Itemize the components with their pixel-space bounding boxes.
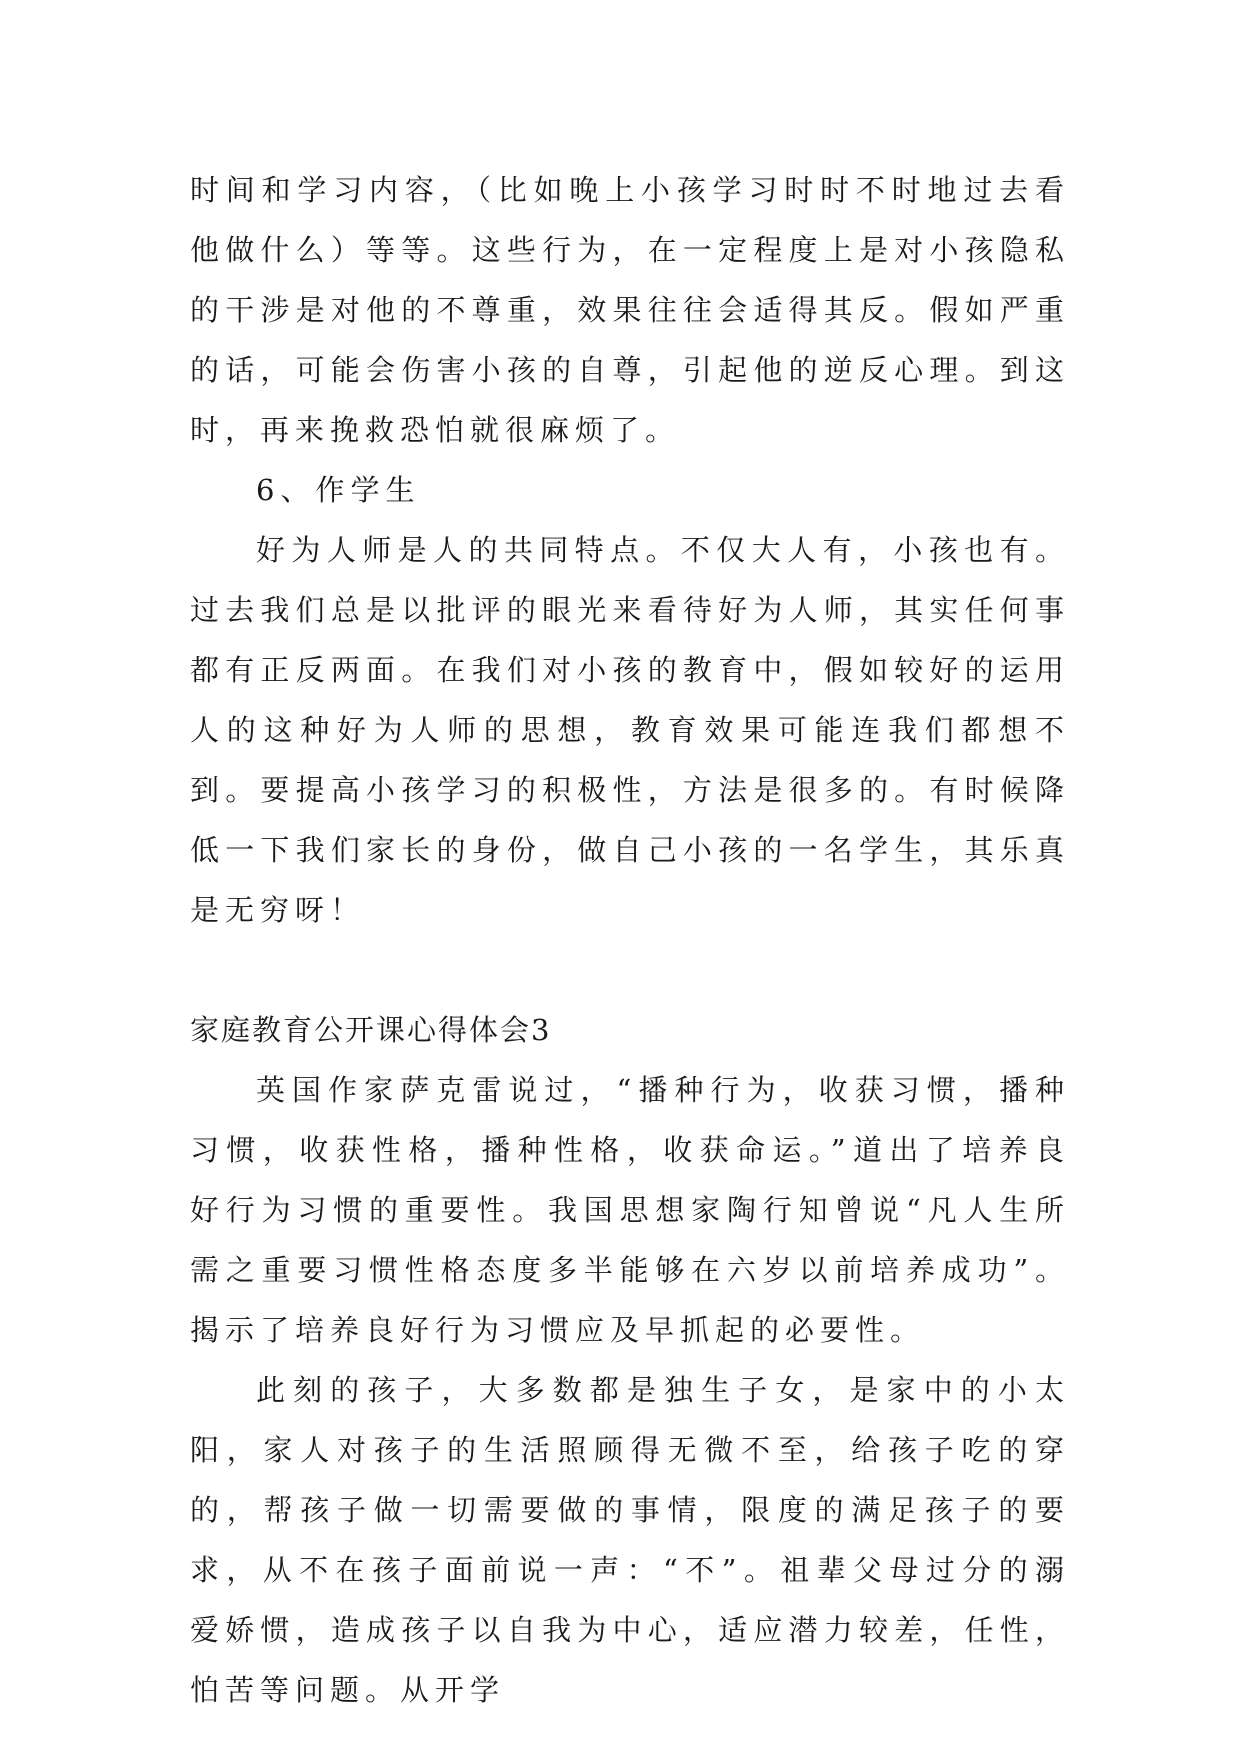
paragraph-habits: 英国作家萨克雷说过，“播种行为，收获习惯，播种习惯，收获性格，播种性格，收获命运。”道出了培养良好行为习惯的重要性。我国思想家陶行知曾说“凡人生所需之重要习惯性格态度多半能够在六岁以前培养成功”。揭示了培养良好行为习惯应及早抓起的必要性。 [190,1073,1070,1347]
paragraph-teacher: 好为人师是人的共同特点。不仅大人有，小孩也有。过去我们总是以批评的眼光来看待好为人师，其实任何事都有正反两面。在我们对小孩的教育中，假如较好的运用人的这种好为人师的思想，教育效果可能连我们都想不到。要提高小孩学习的积极性，方法是很多的。有时候降低一下我们家长的身份，做自己小孩的一名学生，其乐真是无穷呀！ [190,533,1070,927]
section-subheading: 6、作学生 [256,473,421,507]
document-body [190,160,1070,1720]
paragraph-only-children: 此刻的孩子，大多数都是独生子女，是家中的小太阳，家人对孩子的生活照顾得无微不至，给孩子吃的穿的，帮孩子做一切需要做的事情，限度的满足孩子的要求，从不在孩子面前说一声：“不”。祖辈父母过分的溺爱娇惯，造成孩子以自我为中心，适应潜力较差，任性，怕苦等问题。从开学 [190,1373,1070,1707]
section-title: 家庭教育公开课心得体会3 [190,1013,552,1047]
paragraph-continuation: 时间和学习内容，（比如晚上小孩学习时时不时地过去看他做什么）等等。这些行为，在一定程度上是对小孩隐私的干涉是对他的不尊重，效果往往会适得其反。假如严重的话，可能会伤害小孩的自尊，引起他的逆反心理。到这时，再来挽救恐怕就很麻烦了。 [190,173,1070,447]
